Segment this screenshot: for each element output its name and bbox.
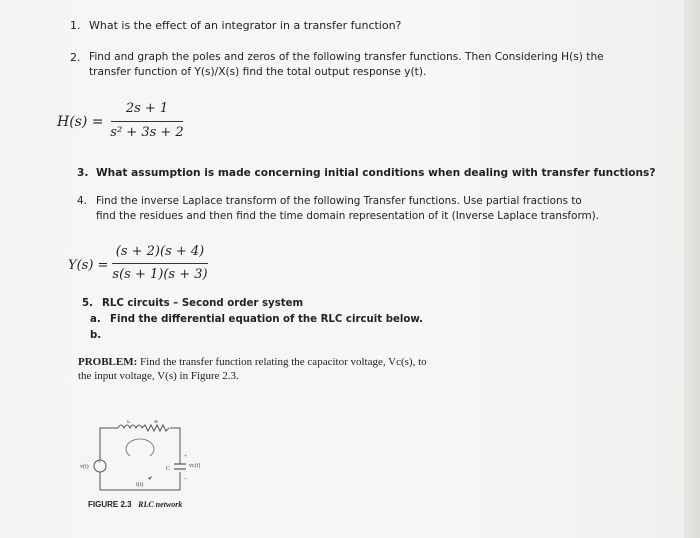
question-1-text: What is the effect of an integrator in a transfer function? bbox=[89, 19, 402, 32]
problem-statement bbox=[78, 355, 498, 383]
label-inductor: L bbox=[127, 420, 131, 425]
problem-line-2: the input voltage, V(s) in Figure 2.3. bbox=[78, 370, 239, 382]
question-2-number: 2. bbox=[70, 51, 81, 64]
problem-label: PROBLEM: bbox=[78, 356, 138, 368]
question-3-number: 3. bbox=[77, 167, 89, 179]
question-5a-label: a. bbox=[90, 314, 101, 325]
label-resistor: R bbox=[154, 420, 159, 425]
question-5b-label: b. bbox=[90, 330, 102, 341]
label-output: vc(t) bbox=[189, 463, 201, 469]
question-5 bbox=[82, 296, 502, 344]
equation-h-fraction-bar bbox=[111, 121, 183, 122]
question-4 bbox=[77, 194, 637, 226]
figure-caption-text: RLC network bbox=[138, 500, 183, 509]
figure-caption bbox=[88, 500, 182, 509]
rlc-circuit-diagram bbox=[78, 420, 228, 500]
equation-y-fraction-bar bbox=[112, 263, 208, 264]
question-1-number: 1. bbox=[70, 19, 81, 32]
question-3-text: What assumption is made concerning initial conditions when dealing with transfer functions? bbox=[96, 167, 656, 179]
question-2-line-1: Find and graph the poles and zeros of the following transfer functions. Then Considering H(s) the bbox=[89, 51, 604, 63]
equation-y-denominator: s(s + 1)(s + 3) bbox=[112, 267, 208, 282]
question-2-line-2: transfer function of Y(s)/X(s) find the total output response y(t). bbox=[89, 66, 427, 78]
question-5-number: 5. bbox=[82, 298, 93, 309]
label-capacitor: C bbox=[166, 466, 171, 472]
question-2 bbox=[70, 50, 650, 82]
equation-h-denominator: s² + 3s + 2 bbox=[110, 125, 184, 140]
label-current: i(t) bbox=[136, 482, 144, 488]
resistor-symbol bbox=[142, 425, 169, 431]
equation-h-lhs: H(s) = bbox=[57, 114, 104, 130]
svg-text:+: + bbox=[97, 460, 101, 466]
page-edge-shadow bbox=[684, 0, 700, 538]
question-4-line-2: find the residues and then find the time domain representation of it (Inverse Laplace transform). bbox=[96, 210, 600, 222]
figure-caption-label: FIGURE 2.3 bbox=[88, 500, 132, 509]
svg-text:−: − bbox=[184, 476, 188, 482]
equation-y-lhs: Y(s) = bbox=[68, 258, 109, 273]
question-4-line-1: Find the inverse Laplace transform of the following Transfer functions. Use partial fractions to bbox=[96, 195, 582, 207]
inductor-symbol bbox=[118, 425, 142, 428]
question-4-number: 4. bbox=[77, 195, 87, 207]
equation-h-numerator: 2s + 1 bbox=[125, 101, 169, 116]
question-5-text: RLC circuits – Second order system bbox=[102, 298, 304, 309]
equation-y-numerator: (s + 2)(s + 4) bbox=[115, 244, 205, 259]
svg-text:+: + bbox=[184, 454, 188, 460]
label-source: v(t) bbox=[80, 464, 89, 470]
question-5a-text: Find the differential equation of the RLC circuit below. bbox=[110, 314, 424, 325]
problem-line-1: Find the transfer function relating the capacitor voltage, Vc(s), to bbox=[140, 356, 427, 368]
